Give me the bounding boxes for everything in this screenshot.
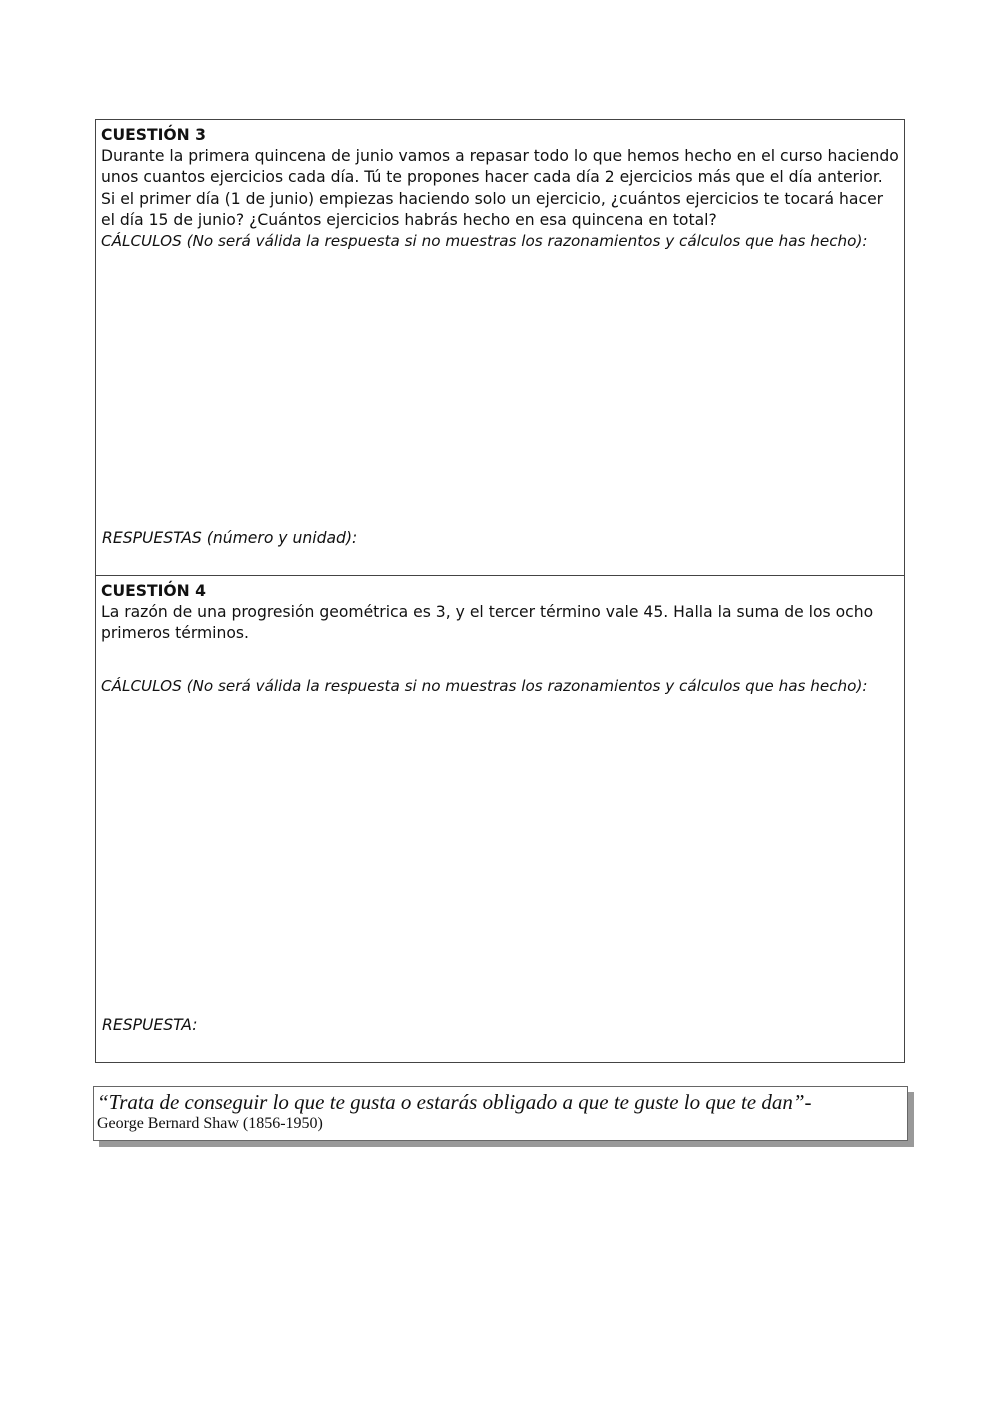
worksheet	[95, 119, 905, 1063]
question-3-answer-label: RESPUESTAS (número y unidad):	[102, 529, 358, 547]
quote-text: “Trata de conseguir lo que te gusta o estarás obligado a que te guste lo que te dan”-	[97, 1090, 812, 1114]
question-3-title: CUESTIÓN 3	[101, 126, 207, 144]
question-4-answer-label: RESPUESTA:	[102, 1016, 198, 1034]
quote-box	[93, 1086, 908, 1141]
question-4-calc-label: CÁLCULOS (No será válida la respuesta si no muestras los razonamientos y cálculos que has hecho):	[101, 676, 868, 695]
quote-author: George Bernard Shaw (1856-1950)	[97, 1115, 323, 1132]
question-4	[96, 576, 904, 1062]
question-3	[96, 120, 904, 576]
question-4-title: CUESTIÓN 4	[101, 582, 207, 600]
question-3-calc-label: CÁLCULOS (No será válida la respuesta si no muestras los razonamientos y cálculos que has hecho):	[101, 232, 868, 251]
question-4-text: La razón de una progresión geométrica es 3, y el tercer término vale 45. Halla la suma de los ocho primeros términos.	[101, 603, 874, 643]
question-3-text: Durante la primera quincena de junio vamos a repasar todo lo que hemos hecho en el curso haciendo unos cuantos ejercicios cada día. Tú te propones hacer cada día 2 ejercicios más que el día anterior. Si el primer día (1 de junio) empiezas haciendo solo un ejercicio, ¿cuántos ejercicios te tocará hacer el día 15 de junio? ¿Cuántos ejercicios habrás hecho en esa quincena en total?	[101, 147, 899, 229]
